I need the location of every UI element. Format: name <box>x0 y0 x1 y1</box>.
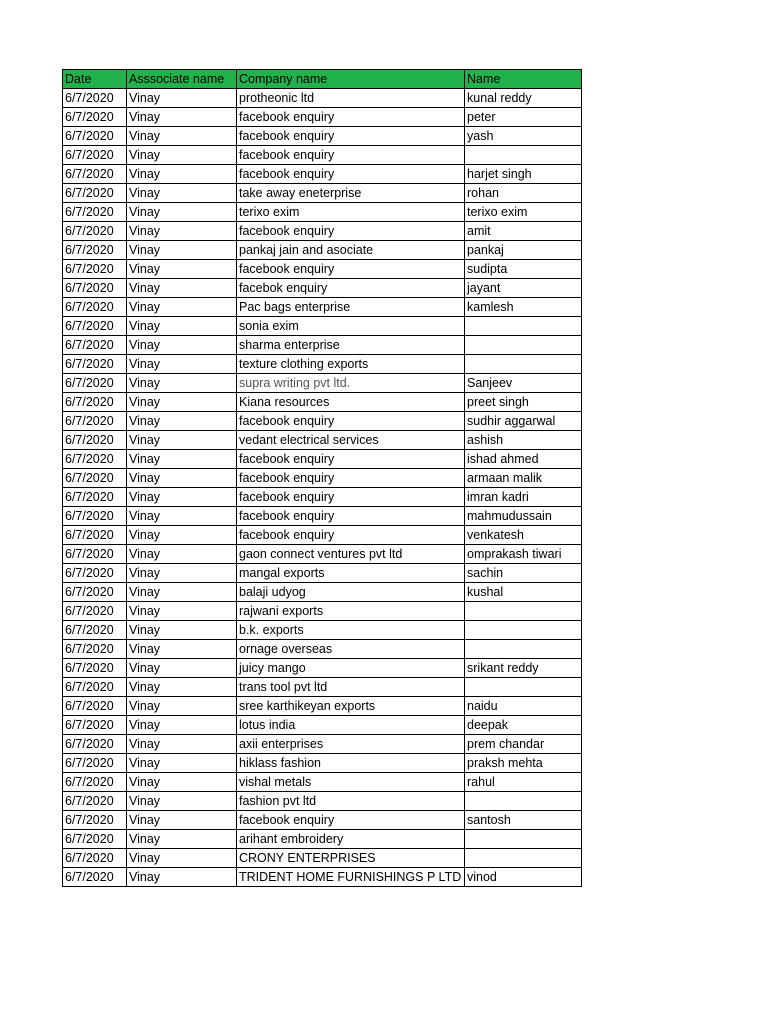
cell-date[interactable]: 6/7/2020 <box>63 830 127 849</box>
cell-name[interactable]: kamlesh <box>465 298 582 317</box>
cell-company-name[interactable]: juicy mango <box>237 659 465 678</box>
cell-company-name[interactable]: terixo exim <box>237 203 465 222</box>
table-row <box>63 507 582 526</box>
cell-name[interactable]: armaan malik <box>465 469 582 488</box>
cell-date[interactable]: 6/7/2020 <box>63 450 127 469</box>
cell-company-name[interactable]: sharma enterprise <box>237 336 465 355</box>
column-header-date[interactable]: Date <box>63 70 127 89</box>
cell-associate-name[interactable]: Vinay <box>127 849 237 868</box>
table-row <box>63 222 582 241</box>
cell-company-name[interactable]: fashion pvt ltd <box>237 792 465 811</box>
cell-associate-name[interactable]: Vinay <box>127 545 237 564</box>
cell-date[interactable]: 6/7/2020 <box>63 165 127 184</box>
cell-date[interactable]: 6/7/2020 <box>63 241 127 260</box>
cell-name[interactable]: ashish <box>465 431 582 450</box>
table-row <box>63 279 582 298</box>
cell-company-name[interactable]: facebook enquiry <box>237 146 465 165</box>
cell-date[interactable]: 6/7/2020 <box>63 583 127 602</box>
cell-company-name[interactable]: vedant electrical services <box>237 431 465 450</box>
cell-company-name[interactable]: facebook enquiry <box>237 222 465 241</box>
cell-name[interactable]: rohan <box>465 184 582 203</box>
cell-associate-name[interactable]: Vinay <box>127 222 237 241</box>
cell-date[interactable]: 6/7/2020 <box>63 222 127 241</box>
table-row <box>63 469 582 488</box>
cell-name[interactable]: yash <box>465 127 582 146</box>
cell-name[interactable]: imran kadri <box>465 488 582 507</box>
cell-associate-name[interactable]: Vinay <box>127 260 237 279</box>
table-row <box>63 830 582 849</box>
cell-associate-name[interactable]: Vinay <box>127 526 237 545</box>
cell-associate-name[interactable]: Vinay <box>127 811 237 830</box>
cell-associate-name[interactable]: Vinay <box>127 507 237 526</box>
cell-name[interactable]: vinod <box>465 868 582 887</box>
cell-name[interactable]: srikant reddy <box>465 659 582 678</box>
cell-name[interactable] <box>465 640 582 659</box>
cell-associate-name[interactable]: Vinay <box>127 184 237 203</box>
cell-date[interactable]: 6/7/2020 <box>63 260 127 279</box>
cell-company-name[interactable]: facebook enquiry <box>237 108 465 127</box>
column-header-name[interactable]: Name <box>465 70 582 89</box>
cell-company-name[interactable]: gaon connect ventures pvt ltd <box>237 545 465 564</box>
cell-company-name[interactable]: facebook enquiry <box>237 260 465 279</box>
cell-name[interactable] <box>465 792 582 811</box>
cell-associate-name[interactable]: Vinay <box>127 754 237 773</box>
cell-company-name[interactable]: facebook enquiry <box>237 469 465 488</box>
cell-name[interactable]: santosh <box>465 811 582 830</box>
cell-associate-name[interactable]: Vinay <box>127 374 237 393</box>
cell-name[interactable] <box>465 146 582 165</box>
cell-date[interactable]: 6/7/2020 <box>63 792 127 811</box>
cell-company-name[interactable]: facebook enquiry <box>237 507 465 526</box>
cell-company-name[interactable]: balaji udyog <box>237 583 465 602</box>
cell-associate-name[interactable]: Vinay <box>127 678 237 697</box>
table-row <box>63 374 582 393</box>
cell-company-name[interactable]: facebok enquiry <box>237 279 465 298</box>
cell-company-name[interactable]: take away eneterprise <box>237 184 465 203</box>
cell-associate-name[interactable]: Vinay <box>127 640 237 659</box>
cell-name[interactable]: harjet singh <box>465 165 582 184</box>
table-row <box>63 564 582 583</box>
cell-name[interactable]: jayant <box>465 279 582 298</box>
cell-name[interactable]: sudipta <box>465 260 582 279</box>
table-row <box>63 317 582 336</box>
table-row <box>63 583 582 602</box>
cell-name[interactable]: peter <box>465 108 582 127</box>
cell-date[interactable]: 6/7/2020 <box>63 298 127 317</box>
table-row <box>63 203 582 222</box>
cell-company-name[interactable]: axii enterprises <box>237 735 465 754</box>
column-header-associate-name[interactable]: Asssociate name <box>127 70 237 89</box>
cell-date[interactable]: 6/7/2020 <box>63 279 127 298</box>
table-row <box>63 355 582 374</box>
cell-date[interactable]: 6/7/2020 <box>63 317 127 336</box>
cell-associate-name[interactable]: Vinay <box>127 792 237 811</box>
cell-associate-name[interactable]: Vinay <box>127 830 237 849</box>
table-row <box>63 697 582 716</box>
table-body <box>63 89 582 887</box>
cell-associate-name[interactable]: Vinay <box>127 602 237 621</box>
cell-name[interactable]: venkatesh <box>465 526 582 545</box>
cell-date[interactable]: 6/7/2020 <box>63 89 127 108</box>
cell-name[interactable]: amit <box>465 222 582 241</box>
cell-company-name[interactable]: facebook enquiry <box>237 450 465 469</box>
cell-date[interactable]: 6/7/2020 <box>63 488 127 507</box>
cell-name[interactable]: preet singh <box>465 393 582 412</box>
cell-associate-name[interactable]: Vinay <box>127 336 237 355</box>
cell-associate-name[interactable]: Vinay <box>127 450 237 469</box>
cell-company-name[interactable]: sonia exim <box>237 317 465 336</box>
cell-name[interactable]: kunal reddy <box>465 89 582 108</box>
cell-company-name[interactable]: pankaj jain and asociate <box>237 241 465 260</box>
column-header-company-name[interactable]: Company name <box>237 70 465 89</box>
cell-date[interactable]: 6/7/2020 <box>63 374 127 393</box>
cell-company-name[interactable]: mangal exports <box>237 564 465 583</box>
cell-date[interactable]: 6/7/2020 <box>63 127 127 146</box>
cell-date[interactable]: 6/7/2020 <box>63 184 127 203</box>
cell-associate-name[interactable]: Vinay <box>127 165 237 184</box>
cell-associate-name[interactable]: Vinay <box>127 621 237 640</box>
cell-date[interactable]: 6/7/2020 <box>63 811 127 830</box>
cell-associate-name[interactable]: Vinay <box>127 89 237 108</box>
cell-company-name[interactable]: sree karthikeyan exports <box>237 697 465 716</box>
table-row <box>63 792 582 811</box>
cell-associate-name[interactable]: Vinay <box>127 716 237 735</box>
cell-associate-name[interactable]: Vinay <box>127 583 237 602</box>
cell-date[interactable]: 6/7/2020 <box>63 868 127 887</box>
cell-company-name[interactable]: lotus india <box>237 716 465 735</box>
cell-name[interactable] <box>465 336 582 355</box>
table-row <box>63 108 582 127</box>
table-row <box>63 336 582 355</box>
table-row <box>63 89 582 108</box>
table-row <box>63 431 582 450</box>
table-row <box>63 260 582 279</box>
cell-name[interactable] <box>465 602 582 621</box>
table-row <box>63 868 582 887</box>
table-row <box>63 545 582 564</box>
cell-date[interactable]: 6/7/2020 <box>63 678 127 697</box>
cell-date[interactable]: 6/7/2020 <box>63 697 127 716</box>
cell-date[interactable]: 6/7/2020 <box>63 602 127 621</box>
table-row <box>63 735 582 754</box>
table-row <box>63 640 582 659</box>
cell-name[interactable] <box>465 355 582 374</box>
cell-associate-name[interactable]: Vinay <box>127 868 237 887</box>
cell-date[interactable]: 6/7/2020 <box>63 469 127 488</box>
cell-company-name[interactable]: hiklass fashion <box>237 754 465 773</box>
cell-company-name[interactable]: b.k. exports <box>237 621 465 640</box>
cell-company-name[interactable]: vishal metals <box>237 773 465 792</box>
cell-associate-name[interactable]: Vinay <box>127 393 237 412</box>
cell-name[interactable] <box>465 830 582 849</box>
cell-name[interactable] <box>465 678 582 697</box>
cell-date[interactable]: 6/7/2020 <box>63 849 127 868</box>
cell-associate-name[interactable]: Vinay <box>127 469 237 488</box>
table-row <box>63 526 582 545</box>
cell-associate-name[interactable]: Vinay <box>127 127 237 146</box>
table-row <box>63 241 582 260</box>
cell-associate-name[interactable]: Vinay <box>127 564 237 583</box>
cell-company-name[interactable]: ornage overseas <box>237 640 465 659</box>
cell-associate-name[interactable]: Vinay <box>127 431 237 450</box>
cell-associate-name[interactable]: Vinay <box>127 146 237 165</box>
table-row <box>63 488 582 507</box>
cell-date[interactable]: 6/7/2020 <box>63 526 127 545</box>
cell-date[interactable]: 6/7/2020 <box>63 564 127 583</box>
cell-date[interactable]: 6/7/2020 <box>63 146 127 165</box>
cell-associate-name[interactable]: Vinay <box>127 697 237 716</box>
cell-associate-name[interactable]: Vinay <box>127 773 237 792</box>
cell-company-name[interactable]: arihant embroidery <box>237 830 465 849</box>
cell-company-name[interactable]: Pac bags enterprise <box>237 298 465 317</box>
table-row <box>63 184 582 203</box>
cell-name[interactable]: mahmudussain <box>465 507 582 526</box>
cell-name[interactable]: prem chandar <box>465 735 582 754</box>
table-row <box>63 602 582 621</box>
cell-company-name[interactable]: facebook enquiry <box>237 127 465 146</box>
cell-company-name[interactable]: texture clothing exports <box>237 355 465 374</box>
cell-associate-name[interactable]: Vinay <box>127 108 237 127</box>
cell-date[interactable]: 6/7/2020 <box>63 735 127 754</box>
cell-name[interactable] <box>465 849 582 868</box>
cell-date[interactable]: 6/7/2020 <box>63 716 127 735</box>
spreadsheet-table <box>62 69 582 887</box>
table-header <box>63 70 582 89</box>
table-row <box>63 754 582 773</box>
cell-company-name[interactable]: protheonic ltd <box>237 89 465 108</box>
cell-associate-name[interactable]: Vinay <box>127 279 237 298</box>
table-row <box>63 412 582 431</box>
cell-associate-name[interactable]: Vinay <box>127 412 237 431</box>
table-row <box>63 450 582 469</box>
cell-company-name[interactable]: facebook enquiry <box>237 488 465 507</box>
cell-name[interactable]: Sanjeev <box>465 374 582 393</box>
cell-associate-name[interactable]: Vinay <box>127 659 237 678</box>
cell-name[interactable]: naidu <box>465 697 582 716</box>
table-row <box>63 298 582 317</box>
cell-company-name[interactable]: facebook enquiry <box>237 526 465 545</box>
cell-company-name[interactable]: facebook enquiry <box>237 165 465 184</box>
table-row <box>63 621 582 640</box>
table-row <box>63 659 582 678</box>
table-row <box>63 811 582 830</box>
cell-company-name[interactable]: Kiana resources <box>237 393 465 412</box>
cell-associate-name[interactable]: Vinay <box>127 488 237 507</box>
cell-company-name[interactable]: TRIDENT HOME FURNISHINGS P LTD <box>237 868 465 887</box>
cell-name[interactable]: ishad ahmed <box>465 450 582 469</box>
cell-name[interactable] <box>465 621 582 640</box>
table-row <box>63 849 582 868</box>
header-row <box>63 70 582 89</box>
cell-name[interactable]: deepak <box>465 716 582 735</box>
cell-company-name[interactable]: CRONY ENTERPRISES <box>237 849 465 868</box>
cell-name[interactable]: praksh mehta <box>465 754 582 773</box>
cell-associate-name[interactable]: Vinay <box>127 203 237 222</box>
table-row <box>63 146 582 165</box>
cell-associate-name[interactable]: Vinay <box>127 298 237 317</box>
cell-company-name[interactable]: rajwani exports <box>237 602 465 621</box>
cell-date[interactable]: 6/7/2020 <box>63 640 127 659</box>
table-row <box>63 678 582 697</box>
cell-date[interactable]: 6/7/2020 <box>63 355 127 374</box>
cell-date[interactable]: 6/7/2020 <box>63 412 127 431</box>
cell-company-name[interactable]: supra writing pvt ltd. <box>237 374 465 393</box>
table-row <box>63 393 582 412</box>
cell-company-name[interactable]: trans tool pvt ltd <box>237 678 465 697</box>
cell-date[interactable]: 6/7/2020 <box>63 393 127 412</box>
cell-name[interactable]: pankaj <box>465 241 582 260</box>
cell-name[interactable]: sudhir aggarwal <box>465 412 582 431</box>
cell-date[interactable]: 6/7/2020 <box>63 754 127 773</box>
cell-date[interactable]: 6/7/2020 <box>63 203 127 222</box>
cell-name[interactable]: kushal <box>465 583 582 602</box>
cell-company-name[interactable]: facebook enquiry <box>237 811 465 830</box>
cell-date[interactable]: 6/7/2020 <box>63 507 127 526</box>
table-row <box>63 716 582 735</box>
cell-date[interactable]: 6/7/2020 <box>63 431 127 450</box>
cell-associate-name[interactable]: Vinay <box>127 355 237 374</box>
cell-date[interactable]: 6/7/2020 <box>63 545 127 564</box>
cell-date[interactable]: 6/7/2020 <box>63 108 127 127</box>
cell-associate-name[interactable]: Vinay <box>127 317 237 336</box>
cell-associate-name[interactable]: Vinay <box>127 241 237 260</box>
table-row <box>63 127 582 146</box>
table-row <box>63 165 582 184</box>
cell-company-name[interactable]: facebook enquiry <box>237 412 465 431</box>
cell-associate-name[interactable]: Vinay <box>127 735 237 754</box>
cell-date[interactable]: 6/7/2020 <box>63 773 127 792</box>
cell-name[interactable] <box>465 317 582 336</box>
cell-date[interactable]: 6/7/2020 <box>63 336 127 355</box>
table-row <box>63 773 582 792</box>
cell-name[interactable]: rahul <box>465 773 582 792</box>
cell-name[interactable]: omprakash tiwari <box>465 545 582 564</box>
cell-date[interactable]: 6/7/2020 <box>63 621 127 640</box>
cell-name[interactable]: terixo exim <box>465 203 582 222</box>
cell-date[interactable]: 6/7/2020 <box>63 659 127 678</box>
cell-name[interactable]: sachin <box>465 564 582 583</box>
